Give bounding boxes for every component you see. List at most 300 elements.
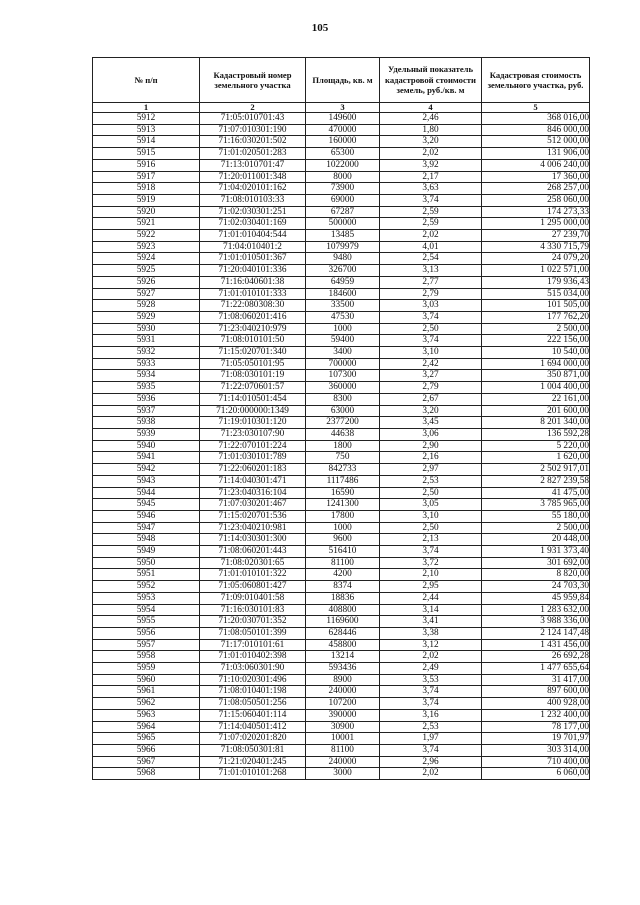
table-row xyxy=(93,499,590,511)
area-cell: 17800 xyxy=(306,510,380,522)
table-row xyxy=(93,382,590,394)
cadastral-number-cell: 71:08:060201:416 xyxy=(200,311,306,323)
specific-value-cell: 2,10 xyxy=(380,569,482,581)
area-cell: 1169600 xyxy=(306,616,380,628)
table-row xyxy=(93,756,590,768)
table-row xyxy=(93,546,590,558)
row-number-cell: 5943 xyxy=(93,475,200,487)
cadastral-value-cell: 1 283 632,00 xyxy=(482,604,590,616)
cadastral-number-cell: 71:01:010101:268 xyxy=(200,768,306,780)
table-row xyxy=(93,709,590,721)
row-number-cell: 5917 xyxy=(93,171,200,183)
row-number-cell: 5968 xyxy=(93,768,200,780)
table-row xyxy=(93,253,590,265)
cadastral-number-cell: 71:23:030107:90 xyxy=(200,428,306,440)
column-number-row xyxy=(93,103,590,113)
cadastral-number-cell: 71:15:020701:340 xyxy=(200,347,306,359)
specific-value-cell: 2,54 xyxy=(380,253,482,265)
table-row xyxy=(93,171,590,183)
cadastral-number-cell: 71:07:020201:820 xyxy=(200,733,306,745)
cadastral-number-cell: 71:21:020401:245 xyxy=(200,756,306,768)
column-number: 2 xyxy=(200,103,306,113)
specific-value-cell: 2,96 xyxy=(380,756,482,768)
cadastral-value-cell: 1 295 000,00 xyxy=(482,218,590,230)
table-row xyxy=(93,627,590,639)
area-cell: 240000 xyxy=(306,756,380,768)
cadastral-value-cell: 2 500,00 xyxy=(482,522,590,534)
row-number-cell: 5952 xyxy=(93,581,200,593)
area-cell: 1117486 xyxy=(306,475,380,487)
cadastral-number-cell: 71:09:010401:58 xyxy=(200,592,306,604)
area-cell: 107200 xyxy=(306,698,380,710)
row-number-cell: 5935 xyxy=(93,382,200,394)
row-number-cell: 5945 xyxy=(93,499,200,511)
cadastral-value-cell: 2 827 239,58 xyxy=(482,475,590,487)
table-row xyxy=(93,358,590,370)
row-number-cell: 5956 xyxy=(93,627,200,639)
cadastral-value-cell: 515 034,00 xyxy=(482,288,590,300)
cadastral-value-cell: 8 201 340,00 xyxy=(482,417,590,429)
table-row xyxy=(93,744,590,756)
area-cell: 3000 xyxy=(306,768,380,780)
specific-value-cell: 3,14 xyxy=(380,604,482,616)
row-number-cell: 5960 xyxy=(93,674,200,686)
cadastral-number-cell: 71:07:010301:190 xyxy=(200,124,306,136)
cadastral-number-cell: 71:23:040210:981 xyxy=(200,522,306,534)
table-body xyxy=(93,113,590,780)
cadastral-value-cell: 1 931 373,40 xyxy=(482,546,590,558)
row-number-cell: 5924 xyxy=(93,253,200,265)
area-cell: 9600 xyxy=(306,534,380,546)
table-row xyxy=(93,487,590,499)
row-number-cell: 5942 xyxy=(93,464,200,476)
row-number-cell: 5946 xyxy=(93,510,200,522)
row-number-cell: 5955 xyxy=(93,616,200,628)
specific-value-cell: 1,97 xyxy=(380,733,482,745)
specific-value-cell: 2,16 xyxy=(380,452,482,464)
cadastral-value-cell: 8 820,00 xyxy=(482,569,590,581)
area-cell: 240000 xyxy=(306,686,380,698)
table-row xyxy=(93,323,590,335)
table-row xyxy=(93,276,590,288)
row-number-cell: 5930 xyxy=(93,323,200,335)
table-row xyxy=(93,569,590,581)
row-number-cell: 5923 xyxy=(93,241,200,253)
table-row xyxy=(93,686,590,698)
specific-value-cell: 2,50 xyxy=(380,487,482,499)
cadastral-value-cell: 174 273,33 xyxy=(482,206,590,218)
area-cell: 842733 xyxy=(306,464,380,476)
specific-value-cell: 2,46 xyxy=(380,113,482,125)
area-cell: 360000 xyxy=(306,382,380,394)
area-cell: 63000 xyxy=(306,405,380,417)
specific-value-cell: 3,06 xyxy=(380,428,482,440)
row-number-cell: 5933 xyxy=(93,358,200,370)
cadastral-value-cell: 3 785 965,00 xyxy=(482,499,590,511)
cadastral-number-cell: 71:03:060301:90 xyxy=(200,663,306,675)
cadastral-value-cell: 45 959,84 xyxy=(482,592,590,604)
area-cell: 13485 xyxy=(306,230,380,242)
header-cadastral-value: Кадастровая стоимость земельного участка, руб. xyxy=(482,58,590,103)
specific-value-cell: 3,38 xyxy=(380,627,482,639)
row-number-cell: 5936 xyxy=(93,393,200,405)
table-row xyxy=(93,639,590,651)
cadastral-value-cell: 1 620,00 xyxy=(482,452,590,464)
table-row xyxy=(93,452,590,464)
cadastral-number-cell: 71:08:020301:65 xyxy=(200,557,306,569)
row-number-cell: 5950 xyxy=(93,557,200,569)
cadastral-number-cell: 71:08:050301:81 xyxy=(200,744,306,756)
cadastral-value-cell: 131 906,00 xyxy=(482,148,590,160)
cadastral-value-cell: 3 988 336,00 xyxy=(482,616,590,628)
cadastral-number-cell: 71:02:030401:169 xyxy=(200,218,306,230)
table-row xyxy=(93,522,590,534)
row-number-cell: 5929 xyxy=(93,311,200,323)
area-cell: 1000 xyxy=(306,522,380,534)
cadastral-number-cell: 71:20:030701:352 xyxy=(200,616,306,628)
row-number-cell: 5941 xyxy=(93,452,200,464)
row-number-cell: 5967 xyxy=(93,756,200,768)
row-number-cell: 5957 xyxy=(93,639,200,651)
cadastral-number-cell: 71:08:010401:198 xyxy=(200,686,306,698)
table-row xyxy=(93,113,590,125)
cadastral-value-cell: 1 431 456,00 xyxy=(482,639,590,651)
cadastral-number-cell: 71:08:010101:50 xyxy=(200,335,306,347)
area-cell: 700000 xyxy=(306,358,380,370)
cadastral-value-cell: 1 022 571,00 xyxy=(482,265,590,277)
header-specific-value: Удельный показатель кадастровой стоимости земель, руб./кв. м xyxy=(380,58,482,103)
specific-value-cell: 2,50 xyxy=(380,522,482,534)
row-number-cell: 5964 xyxy=(93,721,200,733)
cadastral-value-cell: 55 180,00 xyxy=(482,510,590,522)
area-cell: 1079979 xyxy=(306,241,380,253)
table-row xyxy=(93,335,590,347)
specific-value-cell: 2,42 xyxy=(380,358,482,370)
table-row xyxy=(93,265,590,277)
table-row xyxy=(93,581,590,593)
area-cell: 59400 xyxy=(306,335,380,347)
header-area: Площадь, кв. м xyxy=(306,58,380,103)
table-row xyxy=(93,604,590,616)
cadastral-number-cell: 71:01:010101:333 xyxy=(200,288,306,300)
specific-value-cell: 3,20 xyxy=(380,136,482,148)
row-number-cell: 5920 xyxy=(93,206,200,218)
cadastral-number-cell: 71:14:030301:300 xyxy=(200,534,306,546)
cadastral-value-cell: 710 400,00 xyxy=(482,756,590,768)
cadastral-value-cell: 268 257,00 xyxy=(482,183,590,195)
specific-value-cell: 3,10 xyxy=(380,347,482,359)
table-row xyxy=(93,510,590,522)
area-cell: 67287 xyxy=(306,206,380,218)
cadastral-number-cell: 71:17:010101:61 xyxy=(200,639,306,651)
cadastral-number-cell: 71:01:010101:322 xyxy=(200,569,306,581)
row-number-cell: 5916 xyxy=(93,159,200,171)
cadastral-number-cell: 71:20:000000:1349 xyxy=(200,405,306,417)
specific-value-cell: 3,74 xyxy=(380,744,482,756)
row-number-cell: 5954 xyxy=(93,604,200,616)
specific-value-cell: 2,59 xyxy=(380,218,482,230)
cadastral-number-cell: 71:22:080308:30 xyxy=(200,300,306,312)
cadastral-number-cell: 71:08:050501:256 xyxy=(200,698,306,710)
row-number-cell: 5951 xyxy=(93,569,200,581)
table-row xyxy=(93,464,590,476)
table-row xyxy=(93,417,590,429)
cadastral-number-cell: 71:05:050101:95 xyxy=(200,358,306,370)
specific-value-cell: 3,74 xyxy=(380,311,482,323)
area-cell: 184600 xyxy=(306,288,380,300)
cadastral-value-cell: 1 694 000,00 xyxy=(482,358,590,370)
cadastral-value-cell: 41 475,00 xyxy=(482,487,590,499)
table-row xyxy=(93,698,590,710)
area-cell: 47530 xyxy=(306,311,380,323)
table-row xyxy=(93,230,590,242)
area-cell: 390000 xyxy=(306,709,380,721)
specific-value-cell: 2,02 xyxy=(380,148,482,160)
table-row xyxy=(93,288,590,300)
cadastral-value-cell: 2 502 917,01 xyxy=(482,464,590,476)
area-cell: 73900 xyxy=(306,183,380,195)
area-cell: 8900 xyxy=(306,674,380,686)
specific-value-cell: 3,63 xyxy=(380,183,482,195)
specific-value-cell: 2,79 xyxy=(380,382,482,394)
row-number-cell: 5940 xyxy=(93,440,200,452)
specific-value-cell: 3,74 xyxy=(380,194,482,206)
row-number-cell: 5944 xyxy=(93,487,200,499)
row-number-cell: 5948 xyxy=(93,534,200,546)
header-cadastral-number: Кадастровый номер земельного участка xyxy=(200,58,306,103)
table-row xyxy=(93,733,590,745)
area-cell: 149600 xyxy=(306,113,380,125)
cadastral-number-cell: 71:14:040301:471 xyxy=(200,475,306,487)
area-cell: 33500 xyxy=(306,300,380,312)
cadastral-number-cell: 71:14:010501:454 xyxy=(200,393,306,405)
specific-value-cell: 3,12 xyxy=(380,639,482,651)
specific-value-cell: 3,05 xyxy=(380,499,482,511)
specific-value-cell: 2,67 xyxy=(380,393,482,405)
specific-value-cell: 4,01 xyxy=(380,241,482,253)
cadastral-number-cell: 71:16:030201:502 xyxy=(200,136,306,148)
area-cell: 81100 xyxy=(306,557,380,569)
cadastral-value-cell: 222 156,00 xyxy=(482,335,590,347)
cadastral-value-cell: 350 871,00 xyxy=(482,370,590,382)
row-number-cell: 5959 xyxy=(93,663,200,675)
cadastral-number-cell: 71:04:010401:2 xyxy=(200,241,306,253)
cadastral-value-cell: 2 124 147,48 xyxy=(482,627,590,639)
table-row xyxy=(93,393,590,405)
row-number-cell: 5939 xyxy=(93,428,200,440)
cadastral-number-cell: 71:16:040601:38 xyxy=(200,276,306,288)
column-number: 5 xyxy=(482,103,590,113)
table-row xyxy=(93,159,590,171)
cadastral-value-cell: 31 417,00 xyxy=(482,674,590,686)
row-number-cell: 5925 xyxy=(93,265,200,277)
area-cell: 326700 xyxy=(306,265,380,277)
specific-value-cell: 2,53 xyxy=(380,721,482,733)
cadastral-value-cell: 101 505,00 xyxy=(482,300,590,312)
cadastral-value-cell: 400 928,00 xyxy=(482,698,590,710)
table-row xyxy=(93,475,590,487)
row-number-cell: 5963 xyxy=(93,709,200,721)
table-row xyxy=(93,616,590,628)
specific-value-cell: 2,02 xyxy=(380,230,482,242)
cadastral-value-cell: 26 692,28 xyxy=(482,651,590,663)
specific-value-cell: 3,16 xyxy=(380,709,482,721)
specific-value-cell: 3,74 xyxy=(380,546,482,558)
cadastral-number-cell: 71:23:040316:104 xyxy=(200,487,306,499)
cadastral-value-cell: 17 360,00 xyxy=(482,171,590,183)
specific-value-cell: 2,90 xyxy=(380,440,482,452)
specific-value-cell: 2,95 xyxy=(380,581,482,593)
cadastral-value-cell: 368 016,00 xyxy=(482,113,590,125)
column-number: 3 xyxy=(306,103,380,113)
cadastral-value-cell: 6 060,00 xyxy=(482,768,590,780)
area-cell: 8300 xyxy=(306,393,380,405)
cadastral-value-cell: 2 500,00 xyxy=(482,323,590,335)
table-row xyxy=(93,768,590,780)
specific-value-cell: 3,74 xyxy=(380,698,482,710)
area-cell: 8374 xyxy=(306,581,380,593)
specific-value-cell: 2,02 xyxy=(380,651,482,663)
table-row xyxy=(93,241,590,253)
cadastral-number-cell: 71:05:060801:427 xyxy=(200,581,306,593)
table-row xyxy=(93,311,590,323)
row-number-cell: 5912 xyxy=(93,113,200,125)
area-cell: 593436 xyxy=(306,663,380,675)
cadastral-number-cell: 71:20:040101:336 xyxy=(200,265,306,277)
row-number-cell: 5962 xyxy=(93,698,200,710)
table-row xyxy=(93,557,590,569)
column-number: 4 xyxy=(380,103,482,113)
row-number-cell: 5949 xyxy=(93,546,200,558)
cadastral-value-cell: 303 314,00 xyxy=(482,744,590,756)
cadastral-value-cell: 177 762,20 xyxy=(482,311,590,323)
cadastral-number-cell: 71:10:020301:496 xyxy=(200,674,306,686)
row-number-cell: 5937 xyxy=(93,405,200,417)
specific-value-cell: 3,74 xyxy=(380,335,482,347)
row-number-cell: 5918 xyxy=(93,183,200,195)
column-number: 1 xyxy=(93,103,200,113)
cadastral-value-cell: 5 220,00 xyxy=(482,440,590,452)
area-cell: 750 xyxy=(306,452,380,464)
area-cell: 30900 xyxy=(306,721,380,733)
row-number-cell: 5913 xyxy=(93,124,200,136)
page-number: 105 xyxy=(311,22,329,34)
cadastral-value-cell: 78 177,00 xyxy=(482,721,590,733)
specific-value-cell: 2,59 xyxy=(380,206,482,218)
area-cell: 4200 xyxy=(306,569,380,581)
cadastral-number-cell: 71:07:030201:467 xyxy=(200,499,306,511)
cadastral-value-cell: 19 701,97 xyxy=(482,733,590,745)
cadastral-value-cell: 1 477 655,64 xyxy=(482,663,590,675)
area-cell: 69000 xyxy=(306,194,380,206)
table-row xyxy=(93,534,590,546)
specific-value-cell: 2,44 xyxy=(380,592,482,604)
area-cell: 44638 xyxy=(306,428,380,440)
cadastral-number-cell: 71:08:030101:19 xyxy=(200,370,306,382)
area-cell: 8000 xyxy=(306,171,380,183)
table-row xyxy=(93,440,590,452)
cadastral-number-cell: 71:15:060401:114 xyxy=(200,709,306,721)
area-cell: 500000 xyxy=(306,218,380,230)
specific-value-cell: 2,77 xyxy=(380,276,482,288)
cadastral-value-cell: 512 000,00 xyxy=(482,136,590,148)
cadastral-number-cell: 71:05:010701:43 xyxy=(200,113,306,125)
table-row xyxy=(93,651,590,663)
cadastral-value-cell: 136 592,28 xyxy=(482,428,590,440)
cadastral-value-cell: 27 239,70 xyxy=(482,230,590,242)
row-number-cell: 5966 xyxy=(93,744,200,756)
specific-value-cell: 3,72 xyxy=(380,557,482,569)
row-number-cell: 5927 xyxy=(93,288,200,300)
specific-value-cell: 3,13 xyxy=(380,265,482,277)
cadastral-number-cell: 71:01:010404:544 xyxy=(200,230,306,242)
cadastral-number-cell: 71:22:070101:224 xyxy=(200,440,306,452)
cadastral-number-cell: 71:08:060201:443 xyxy=(200,546,306,558)
specific-value-cell: 1,80 xyxy=(380,124,482,136)
cadastral-value-cell: 4 006 240,00 xyxy=(482,159,590,171)
specific-value-cell: 2,13 xyxy=(380,534,482,546)
specific-value-cell: 2,49 xyxy=(380,663,482,675)
specific-value-cell: 3,45 xyxy=(380,417,482,429)
table-header-row xyxy=(93,58,590,103)
area-cell: 1800 xyxy=(306,440,380,452)
area-cell: 516410 xyxy=(306,546,380,558)
specific-value-cell: 2,50 xyxy=(380,323,482,335)
cadastral-number-cell: 71:20:011001:348 xyxy=(200,171,306,183)
table-row xyxy=(93,218,590,230)
row-number-cell: 5921 xyxy=(93,218,200,230)
table-row xyxy=(93,300,590,312)
cadastral-value-cell: 897 600,00 xyxy=(482,686,590,698)
table-row xyxy=(93,183,590,195)
table-row xyxy=(93,405,590,417)
cadastral-number-cell: 71:13:010701:47 xyxy=(200,159,306,171)
row-number-cell: 5953 xyxy=(93,592,200,604)
area-cell: 16590 xyxy=(306,487,380,499)
area-cell: 1022000 xyxy=(306,159,380,171)
table-row xyxy=(93,136,590,148)
specific-value-cell: 3,53 xyxy=(380,674,482,686)
cadastral-number-cell: 71:01:010402:398 xyxy=(200,651,306,663)
specific-value-cell: 2,79 xyxy=(380,288,482,300)
area-cell: 18836 xyxy=(306,592,380,604)
cadastral-number-cell: 71:01:030101:789 xyxy=(200,452,306,464)
table-row xyxy=(93,370,590,382)
cadastral-number-cell: 71:08:010103:33 xyxy=(200,194,306,206)
area-cell: 65300 xyxy=(306,148,380,160)
table-row xyxy=(93,674,590,686)
cadastral-value-cell: 20 448,00 xyxy=(482,534,590,546)
row-number-cell: 5934 xyxy=(93,370,200,382)
row-number-cell: 5914 xyxy=(93,136,200,148)
row-number-cell: 5938 xyxy=(93,417,200,429)
specific-value-cell: 2,97 xyxy=(380,464,482,476)
area-cell: 9480 xyxy=(306,253,380,265)
cadastral-value-cell: 258 060,00 xyxy=(482,194,590,206)
table-row xyxy=(93,428,590,440)
cadastral-number-cell: 71:22:070601:57 xyxy=(200,382,306,394)
specific-value-cell: 3,92 xyxy=(380,159,482,171)
row-number-cell: 5932 xyxy=(93,347,200,359)
area-cell: 1241300 xyxy=(306,499,380,511)
cadastral-number-cell: 71:04:020101:162 xyxy=(200,183,306,195)
row-number-cell: 5919 xyxy=(93,194,200,206)
cadastral-value-cell: 201 600,00 xyxy=(482,405,590,417)
row-number-cell: 5926 xyxy=(93,276,200,288)
specific-value-cell: 2,02 xyxy=(380,768,482,780)
area-cell: 408800 xyxy=(306,604,380,616)
table-row xyxy=(93,194,590,206)
